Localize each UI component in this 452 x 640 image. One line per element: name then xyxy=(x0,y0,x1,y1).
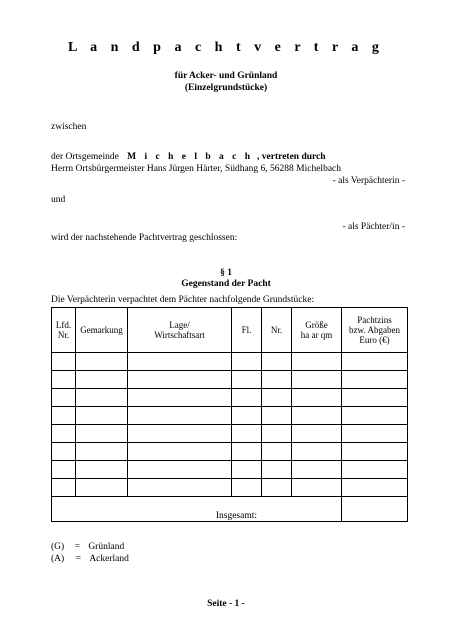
party1-suffix: , vertreten durch xyxy=(257,152,326,162)
party2-role: - als Pächter/in - xyxy=(342,222,405,232)
page-footer: Seite - 1 - xyxy=(207,599,245,609)
table-cell xyxy=(342,353,408,371)
table-row xyxy=(52,407,408,425)
table-cell xyxy=(128,407,232,425)
table-cell xyxy=(52,461,76,479)
table-cell xyxy=(342,443,408,461)
and-text: und xyxy=(51,195,66,205)
document-subtitle-line1: für Acker- und Grünland xyxy=(174,71,278,81)
header-gemarkung: Gemarkung xyxy=(76,308,128,353)
table-cell xyxy=(232,443,262,461)
table-row xyxy=(52,353,408,371)
table-cell xyxy=(232,461,262,479)
section-title: Gegenstand der Pacht xyxy=(181,279,271,289)
party1-line xyxy=(51,152,326,162)
table-cell xyxy=(292,371,342,389)
total-value-cell xyxy=(342,497,408,522)
table-cell xyxy=(76,371,128,389)
closing-text: wird der nachstehende Pachtvertrag geschlossen: xyxy=(51,233,238,243)
party1-name: M i c h e l b a c h xyxy=(127,152,254,162)
document-subtitle-line2: (Einzelgrundstücke) xyxy=(184,83,268,93)
section-intro: Die Verpächterin verpachtet dem Pächter nachfolgende Grundstücke: xyxy=(51,295,315,305)
table-header-row xyxy=(52,308,408,353)
table-row xyxy=(52,461,408,479)
table-cell xyxy=(52,371,76,389)
between-text: zwischen xyxy=(51,122,87,132)
table-cell xyxy=(76,353,128,371)
table-cell xyxy=(342,479,408,497)
party1-role: - als Verpächterin - xyxy=(332,176,405,186)
parcel-table xyxy=(51,307,408,522)
table-cell xyxy=(128,389,232,407)
table-cell xyxy=(262,371,292,389)
table-total-row xyxy=(52,497,408,522)
table-cell xyxy=(342,389,408,407)
table-cell xyxy=(52,353,76,371)
table-cell xyxy=(232,407,262,425)
table-cell xyxy=(52,443,76,461)
table-cell xyxy=(262,461,292,479)
table-cell xyxy=(292,479,342,497)
total-label-cell xyxy=(52,497,342,522)
table-cell xyxy=(232,389,262,407)
table-cell xyxy=(292,389,342,407)
table-cell xyxy=(76,407,128,425)
table-cell xyxy=(292,443,342,461)
table-cell xyxy=(76,461,128,479)
table-cell xyxy=(128,461,232,479)
table-cell xyxy=(262,389,292,407)
table-cell xyxy=(232,371,262,389)
table-cell xyxy=(128,371,232,389)
table-cell xyxy=(292,353,342,371)
table-cell xyxy=(232,353,262,371)
header-pachtzins: Pachtzins bzw. Abgaben Euro (€) xyxy=(342,308,408,353)
table-row xyxy=(52,425,408,443)
party1-representative: Herrn Ortsbürgermeister Hans Jürgen Härter, Südhang 6, 56288 Michelbach xyxy=(51,164,342,174)
header-nr: Nr. xyxy=(262,308,292,353)
table-body xyxy=(52,353,408,497)
document-title: L a n d p a c h t v e r t r a g xyxy=(68,40,384,55)
header-groesse: Größe ha ar qm xyxy=(292,308,342,353)
table-cell xyxy=(52,389,76,407)
header-lage: Lage/ Wirtschaftsart xyxy=(128,308,232,353)
table-cell xyxy=(262,407,292,425)
table-cell xyxy=(128,443,232,461)
table-cell xyxy=(342,407,408,425)
table-cell xyxy=(292,407,342,425)
table-cell xyxy=(262,353,292,371)
table-cell xyxy=(52,479,76,497)
table-cell xyxy=(128,425,232,443)
table-cell xyxy=(76,425,128,443)
table-cell xyxy=(76,443,128,461)
header-lfd-nr: Lfd. Nr. xyxy=(52,308,76,353)
table-cell xyxy=(232,425,262,443)
table-row xyxy=(52,389,408,407)
table-cell xyxy=(128,353,232,371)
table-cell xyxy=(262,479,292,497)
party1-prefix: der Ortsgemeinde xyxy=(51,152,119,162)
table-cell xyxy=(76,389,128,407)
total-label: Insgesamt: xyxy=(215,511,257,521)
table-cell xyxy=(262,443,292,461)
table-cell xyxy=(76,479,128,497)
table-cell xyxy=(52,407,76,425)
legend-ackerland: (A) = Ackerland xyxy=(51,554,129,564)
table-row xyxy=(52,371,408,389)
header-flur: Fl. xyxy=(232,308,262,353)
table-cell xyxy=(128,479,232,497)
table-row xyxy=(52,479,408,497)
table-cell xyxy=(292,425,342,443)
table-cell xyxy=(342,371,408,389)
table-row xyxy=(52,443,408,461)
section-number: § 1 xyxy=(220,268,232,278)
table-cell xyxy=(232,479,262,497)
table-cell xyxy=(342,425,408,443)
table-cell xyxy=(342,461,408,479)
table-cell xyxy=(292,461,342,479)
table-cell xyxy=(262,425,292,443)
table-cell xyxy=(52,425,76,443)
legend-grunland: (G) = Grünland xyxy=(51,542,125,552)
